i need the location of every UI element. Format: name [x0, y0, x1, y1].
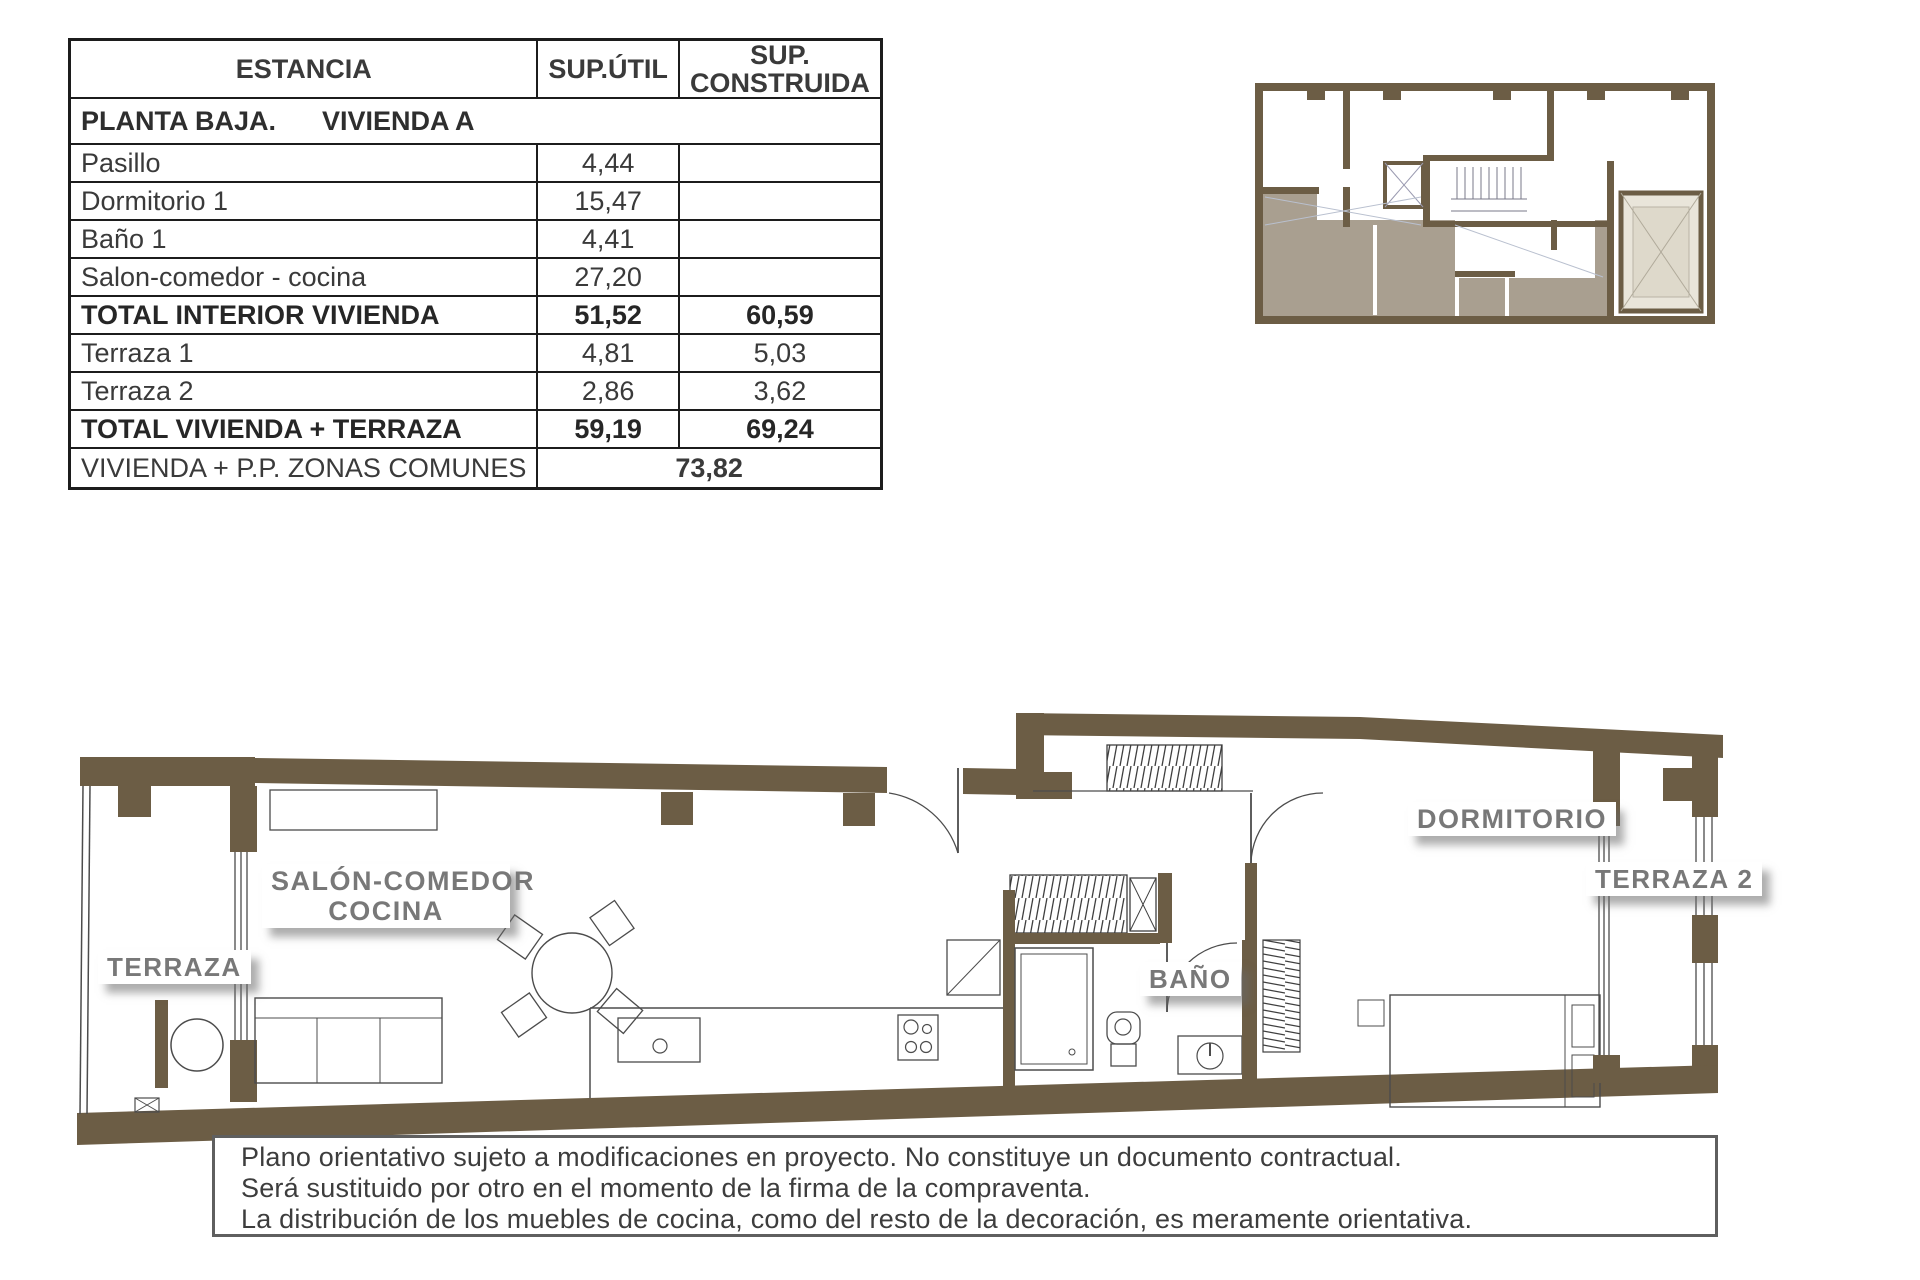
row-total-value: 73,82 [537, 448, 881, 489]
floor-plan [75, 700, 1755, 1180]
row-name: Pasillo [70, 144, 538, 182]
label-salon-line1: SALÓN-COMEDOR [271, 866, 535, 896]
col-header-sup-construida [679, 40, 882, 99]
floor-plan-graphic [77, 713, 1723, 1145]
row-name: TOTAL VIVIENDA + TERRAZA [70, 410, 538, 448]
areas-table [68, 38, 883, 490]
table-section-row [70, 98, 882, 144]
row-util: 4,44 [537, 144, 679, 182]
row-name: VIVIENDA + P.P. ZONAS COMUNES [70, 448, 538, 489]
row-built: 69,24 [679, 410, 882, 448]
row-built: 5,03 [679, 334, 882, 372]
row-name: Baño 1 [70, 220, 538, 258]
row-built [679, 258, 882, 296]
disclaimer-line: Plano orientativo sujeto a modificaciones en proyecto. No constituye un documento contractual. [241, 1142, 1402, 1172]
col-header-sup-line2: CONSTRUIDA [689, 68, 870, 98]
table-row-total-vivienda [70, 410, 882, 448]
row-util: 51,52 [537, 296, 679, 334]
row-util: 27,20 [537, 258, 679, 296]
disclaimer-box [212, 1135, 1718, 1237]
row-name: Terraza 2 [70, 372, 538, 410]
label-terraza: TERRAZA [98, 950, 251, 984]
key-plan-graphic [1255, 83, 1715, 324]
row-util: 2,86 [537, 372, 679, 410]
row-built: 3,62 [679, 372, 882, 410]
row-name: TOTAL INTERIOR VIVIENDA [70, 296, 538, 334]
disclaimer-line: Será sustituido por otro en el momento de la firma de la compraventa. [241, 1173, 1091, 1203]
key-plan [1255, 75, 1720, 330]
label-bano: BAÑO [1140, 962, 1241, 996]
table-row [70, 220, 882, 258]
label-terraza2: TERRAZA 2 [1586, 862, 1762, 896]
table-row [70, 258, 882, 296]
table-row [70, 334, 882, 372]
row-name: Terraza 1 [70, 334, 538, 372]
table-row-total-interior [70, 296, 882, 334]
label-salon-comedor-cocina [262, 864, 535, 928]
row-built [679, 182, 882, 220]
row-name: Salon-comedor - cocina [70, 258, 538, 296]
row-built [679, 220, 882, 258]
table-row-zonas-comunes [70, 448, 882, 489]
table-row [70, 372, 882, 410]
section-title: PLANTA BAJA. [81, 105, 276, 136]
row-util: 4,81 [537, 334, 679, 372]
col-header-sup-line1: SUP. [750, 40, 810, 70]
section-subtitle: VIVIENDA A [322, 105, 475, 136]
col-header-estancia: ESTANCIA [70, 40, 538, 99]
table-header-row [70, 40, 882, 99]
row-util: 4,41 [537, 220, 679, 258]
row-built [679, 144, 882, 182]
row-util: 15,47 [537, 182, 679, 220]
label-salon-line2: COCINA [328, 896, 444, 926]
row-built: 60,59 [679, 296, 882, 334]
row-util: 59,19 [537, 410, 679, 448]
col-header-sup-util: SUP.ÚTIL [537, 40, 679, 99]
table-row [70, 144, 882, 182]
label-dormitorio: DORMITORIO [1408, 802, 1616, 836]
table-row [70, 182, 882, 220]
row-name: Dormitorio 1 [70, 182, 538, 220]
disclaimer-line: La distribución de los muebles de cocina, como del resto de la decoración, es meramente orientativa. [241, 1204, 1473, 1234]
